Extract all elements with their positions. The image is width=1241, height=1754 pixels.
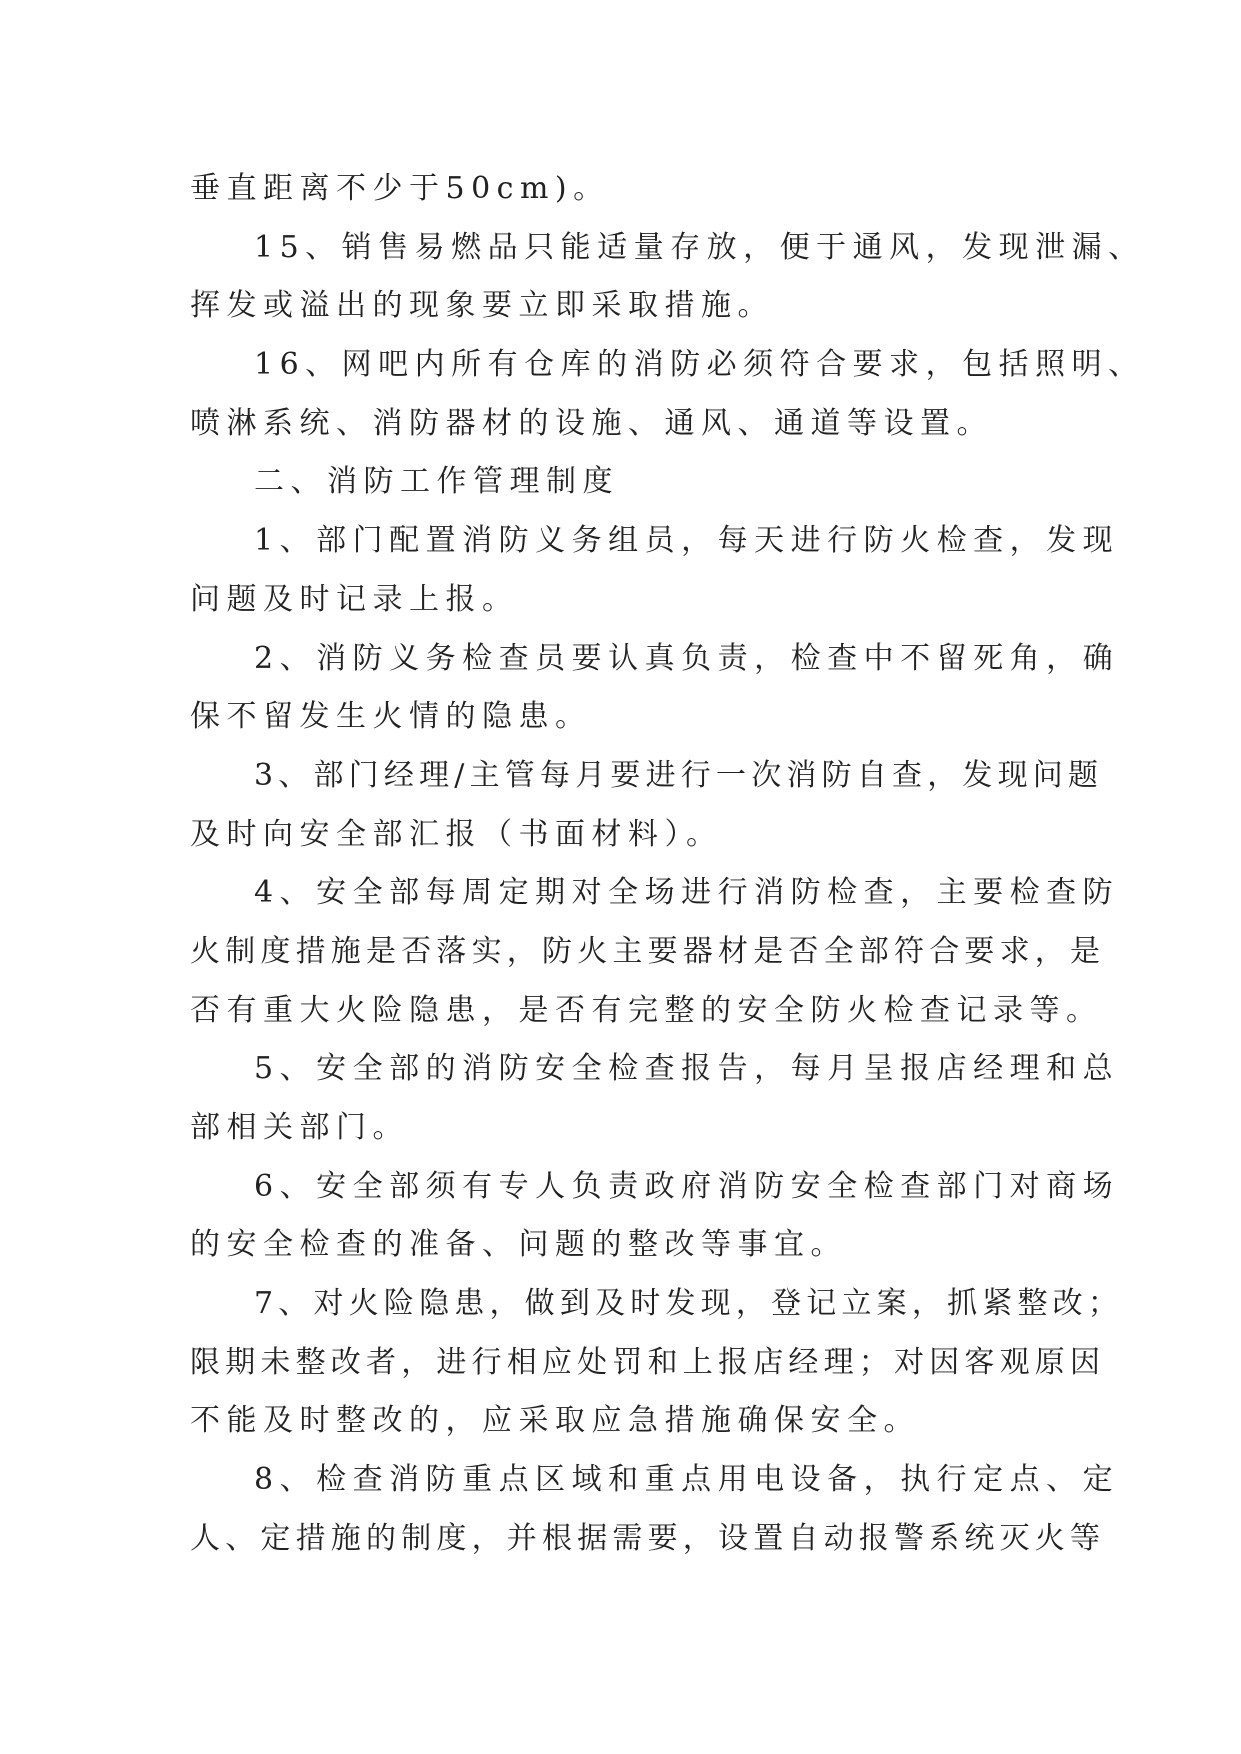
item-1-line-2: 问题及时记录上报。 [190,581,519,617]
item-4-line-2: 火制度措施是否落实，防火主要器材是否全部符合要求，是 [190,933,1106,969]
item-5-line-1: 5、安全部的消防安全检查报告，每月呈报店经理和总 [254,1051,1120,1087]
item-7-line-3: 不能及时整改的，应采取应急措施确保安全。 [190,1403,920,1439]
item-4-line-1: 4、安全部每周定期对全场进行消防检查，主要检查防 [254,875,1120,911]
item-8-line-2: 人、定措施的制度，并根据需要，设置自动报警系统灭火等 [190,1520,1106,1556]
paragraph-15-line-1: 15、销售易燃品只能适量存放，便于通风，发现泄漏、 [254,229,1145,265]
item-1-line-1: 1、部门配置消防义务组员，每天进行防火检查，发现 [254,523,1120,559]
paragraph-15-line-2: 挥发或溢出的现象要立即采取措施。 [190,288,774,324]
document-body [190,160,1145,1569]
text-line: 垂直距离不少于50cm)。 [190,171,610,206]
item-5-line-2: 部相关部门。 [190,1110,409,1145]
item-6-line-2: 的安全检查的准备、问题的整改等事宜。 [190,1227,847,1263]
paragraph-16-line-1: 16、网吧内所有仓库的消防必须符合要求，包括照明、 [254,347,1145,383]
item-6-line-1: 6、安全部须有专人负责政府消防安全检查部门对商场 [254,1168,1120,1204]
item-4-line-3: 否有重大火险隐患，是否有完整的安全防火检查记录等。 [190,992,1103,1028]
item-3-line-2: 及时向安全部汇报（书面材料）。 [190,816,723,852]
item-3-line-1: 3、部门经理/主管每月要进行一次消防自查，发现问题 [254,757,1104,793]
paragraph-16-line-2: 喷淋系统、消防器材的设施、通风、通道等设置。 [190,405,993,441]
item-2-line-2: 保不留发生火情的隐患。 [190,699,592,735]
item-8-line-1: 8、检查消防重点区域和重点用电设备，执行定点、定 [254,1462,1120,1498]
section-heading: 二、消防工作管理制度 [254,464,619,500]
item-2-line-1: 2、消防义务检查员要认真负责，检查中不留死角，确 [254,640,1120,676]
item-7-line-1: 7、对火险隐患，做到及时发现，登记立案，抓紧整改； [254,1286,1124,1322]
item-7-line-2: 限期未整改者，进行相应处罚和上报店经理；对因客观原因 [190,1344,1106,1380]
